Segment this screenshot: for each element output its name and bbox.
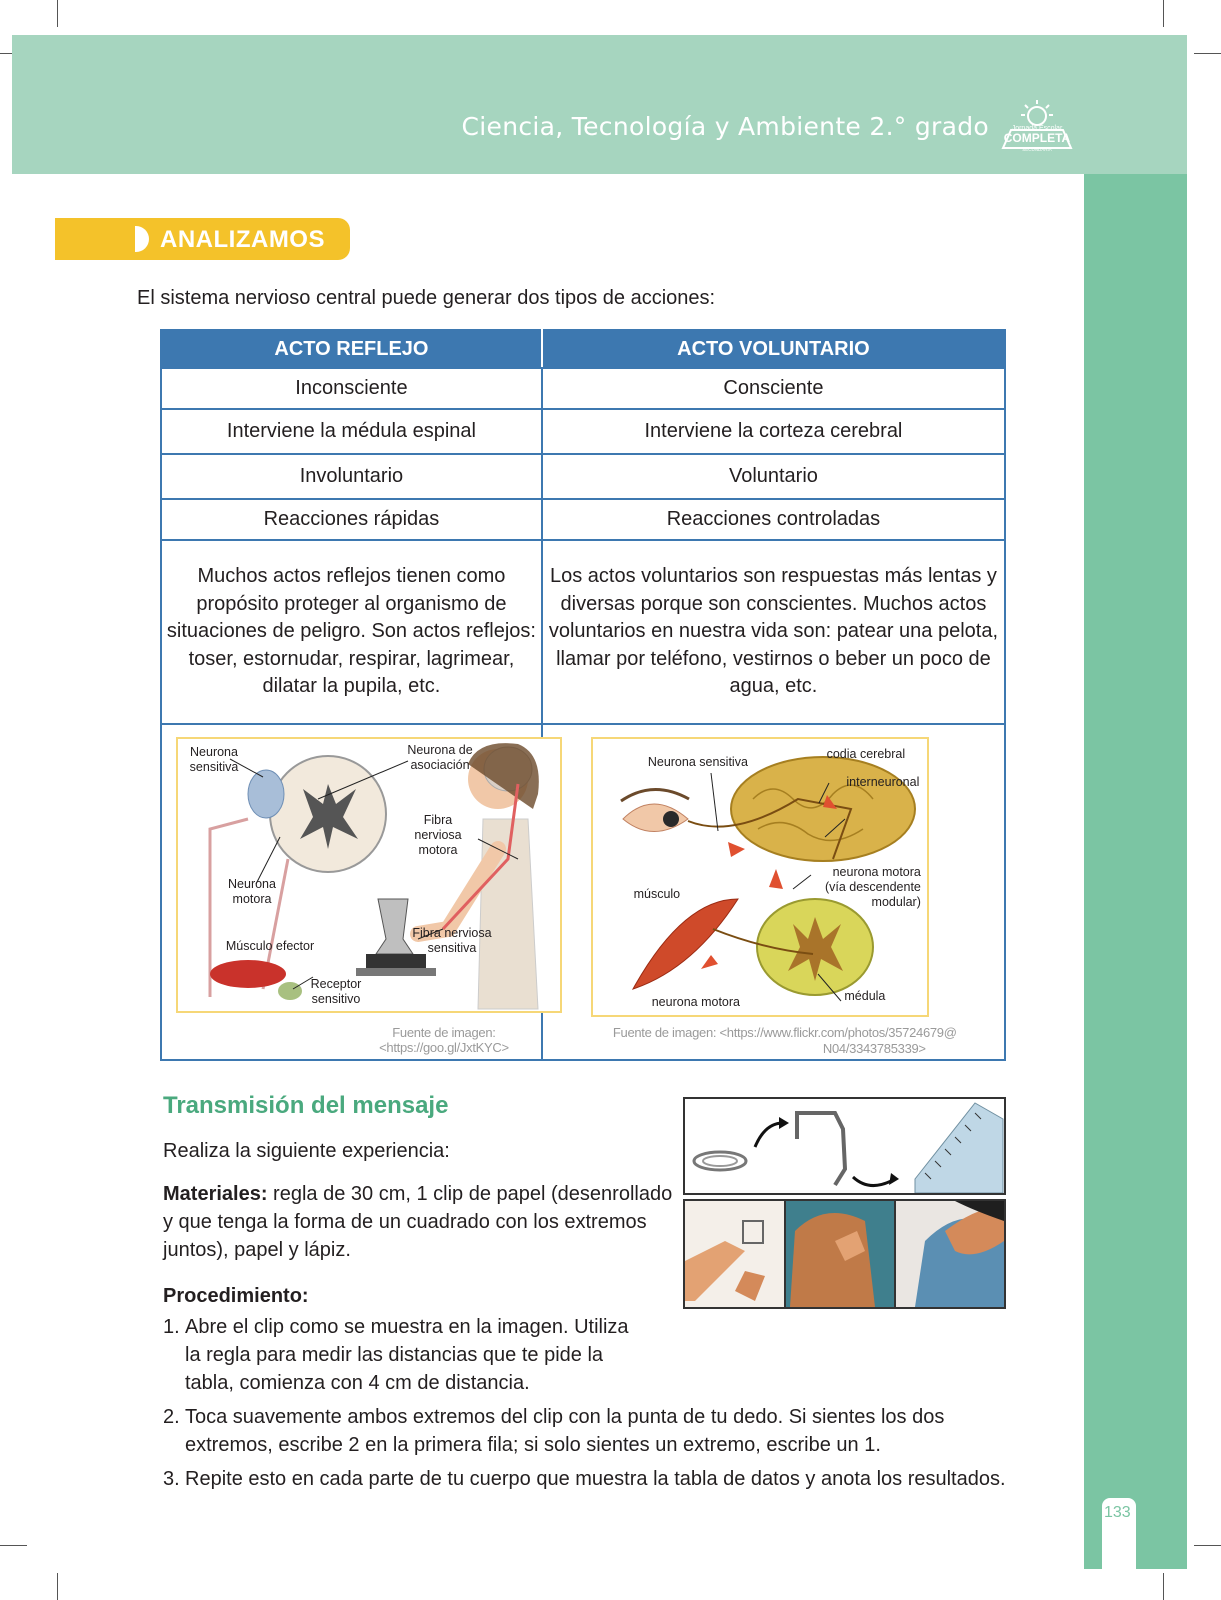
side-band (1084, 174, 1187, 1569)
label-neurona-motora: Neurona motora (228, 877, 276, 906)
header-title: Ciencia, Tecnología y Ambiente 2.° grado (461, 112, 989, 141)
step-text: Toca suavemente ambos extremos del clip con la punta de tu dedo. Si sientes los dos extremos, escribe 2 en la primera fila; si solo sientes un extremo, escribe un 1. (185, 1406, 945, 1456)
table-cell: Interviene la corteza cerebral (542, 409, 1005, 454)
voluntary-description: Los actos voluntarios son respuestas más lentas y diversas porque son conscientes. Muchos actos voluntarios en nuestra vida son: patear una pelota, llamar por teléfono, vestirnos o beber un poco de agua, etc. (542, 540, 1005, 724)
voluntary-image-credit-line1: Fuente de imagen: <https://www.flickr.com/photos/35724679@ (612, 1025, 957, 1040)
table-header-reflex: ACTO REFLEJO (161, 330, 542, 368)
touch-test-photos (683, 1199, 1006, 1309)
table-description-row (161, 540, 1005, 724)
logo-text-main: COMPLETA (1003, 131, 1071, 145)
list-item (163, 1465, 1043, 1493)
experiment-intro: Realiza la siguiente experiencia: (163, 1140, 450, 1162)
experiment-title: Transmisión del mensaje (163, 1092, 449, 1119)
crop-mark (1163, 0, 1164, 27)
reflex-arc-figure (176, 737, 562, 1013)
voluntary-figure-cell (542, 724, 1005, 1060)
table-cell: Reacciones rápidas (161, 499, 542, 540)
label-neurona-asociacion: Neurona de asociación (407, 743, 473, 772)
table-row (161, 499, 1005, 540)
crop-mark (57, 0, 58, 27)
table-row (161, 409, 1005, 454)
table-row (161, 454, 1005, 499)
reflex-figure-cell (161, 724, 542, 1060)
section-title: ANALIZAMOS (160, 226, 325, 253)
table-header-row (161, 330, 1005, 368)
reflex-arc-illustration (178, 739, 560, 1011)
table-cell: Interviene la médula espinal (161, 409, 542, 454)
materials-paragraph (163, 1180, 673, 1264)
page-number: 133 (1104, 1504, 1131, 1521)
procedure-label: Procedimiento: (163, 1285, 309, 1307)
materials-text: regla de 30 cm, 1 clip de papel (desenrollado y que tenga la forma de un cuadrado con los extremos juntos), papel y lápiz. (163, 1183, 673, 1261)
label-neurona-motora-via: neurona motora (vía descendente modular) (824, 865, 921, 909)
step-text: Repite esto en cada parte de tu cuerpo que muestra la tabla de datos y anota los resultados. (185, 1468, 1006, 1490)
clip-ruler-photo (683, 1097, 1006, 1195)
logo-text-top: Jornada Escolar (1011, 125, 1063, 132)
step-number: 3. (163, 1468, 180, 1490)
table-cell: Consciente (542, 368, 1005, 409)
table-header-voluntary: ACTO VOLUNTARIO (542, 330, 1005, 368)
label-musculo-efector: Músculo efector (225, 939, 315, 953)
label-musculo: músculo (633, 887, 681, 901)
label-fibra-sensitiva: Fibra nerviosa sensitiva (412, 926, 492, 955)
materials-label: Materiales: (163, 1183, 268, 1205)
label-fibra-motora: Fibra nerviosa motora (414, 813, 462, 857)
crop-mark (1194, 53, 1221, 54)
table-cell: Involuntario (161, 454, 542, 499)
label-medula: médula (844, 989, 886, 1003)
table-row (161, 368, 1005, 409)
label-neurona-motora-vol: neurona motora (651, 995, 740, 1009)
logo-text-bottom: SECUNDARIA (1022, 147, 1052, 152)
step-text: Abre el clip como se muestra en la imagen. Utiliza la regla para medir las distancias que te pide la tabla, comienza con 4 cm de distancia. (185, 1316, 629, 1394)
reflex-image-credit: Fuente de imagen: <https://goo.gl/JxtKYC> (379, 1025, 509, 1055)
sun-logo-icon (997, 98, 1077, 154)
table-cell: Voluntario (542, 454, 1005, 499)
crop-mark (0, 1545, 27, 1546)
step-number: 1. (163, 1316, 180, 1338)
section-intro: El sistema nervioso central puede generar dos tipos de acciones: (137, 287, 716, 309)
list-item (163, 1403, 945, 1459)
table-cell: Inconsciente (161, 368, 542, 409)
label-neurona-sensitiva-vol: Neurona sensitiva (647, 755, 748, 769)
clip-ruler-illustration (685, 1099, 1004, 1193)
table-figure-row (161, 724, 1005, 1060)
comparison-table (160, 329, 1006, 1061)
voluntary-image-credit-line2: N04/3343785339> (822, 1041, 926, 1056)
step-number: 2. (163, 1406, 180, 1428)
label-corteza-cerebral: codia cerebral (826, 747, 906, 761)
reflex-description: Muchos actos reflejos tienen como propósito proteger al organismo de situaciones de peligro. Son actos reflejos: toser, estornudar, respirar, lagrimear, dilatar la pupila, etc. (161, 540, 542, 724)
table-cell: Reacciones controladas (542, 499, 1005, 540)
label-neurona-sensitiva: Neurona sensitiva (189, 745, 239, 774)
list-item (163, 1313, 645, 1397)
crop-mark (57, 1573, 58, 1600)
touch-test-illustration (685, 1201, 1004, 1307)
label-interneuronal: interneuronal (846, 775, 920, 789)
label-receptor-sensitivo: Receptor sensitivo (310, 977, 362, 1006)
procedure-steps (163, 1313, 1043, 1499)
voluntary-act-figure (591, 737, 929, 1017)
crop-mark (1163, 1573, 1164, 1600)
crop-mark (1194, 1545, 1221, 1546)
